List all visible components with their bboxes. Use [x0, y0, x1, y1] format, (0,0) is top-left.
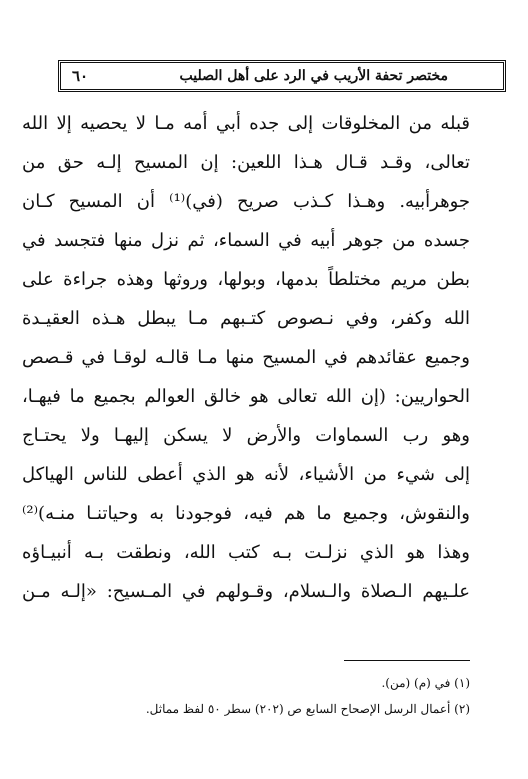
running-header-title: مختصر تحفة الأريب في الرد على أهل الصليب: [179, 68, 448, 84]
footnote-separator: [344, 660, 470, 661]
text-line: الحواريين: (إن الله تعالى هو خالق العوالم بجميع ما فيهـا،: [22, 386, 470, 407]
text-line: جسده من جوهر أبيه في السماء، ثم نزل منها فتجسد في: [22, 230, 470, 251]
main-text: [22, 104, 470, 611]
text-line: تعالى، وقـد قـال هـذا اللعين: إن المسيح إلـه حق من: [22, 152, 470, 173]
footnote: (١) في (م) (من).: [381, 676, 470, 690]
footnotes: [22, 670, 470, 722]
text-line: وجميع عقائدهم في المسيح منها مـا قالـه لوقـا في قـصص: [22, 347, 470, 368]
text-line: علـيهم الـصلاة والـسلام، وقـولهم في المـسيح: «إلـه مـن: [22, 581, 470, 602]
text-line: وهو رب السماوات والأرض لا يسكن إليهـا ولا يحتـاج: [22, 425, 470, 446]
text-line: بطن مريم مختلطاً بدمها، وبولها، وروثها وهذه جراءة على: [22, 269, 470, 290]
text-line: إلى شيء من الأشياء، لأنه هو الذي أعطى للناس الهياكل: [22, 464, 470, 485]
text-line: جوهرأبيه. وهـذا كـذب صريح (في)⁽¹⁾ أن المسيح كـان: [22, 191, 470, 212]
text-line: والنقوش، وجميع ما هم فيه، فوجودنا به وحياتنـا منـه)⁽²⁾: [22, 503, 470, 524]
footnote: (٢) أعمال الرسل الإصحاح السابع ص (٢٠٢) سطر ٥٠ لفظ مماثل.: [145, 702, 470, 716]
text-line: وهذا هو الذي نزلـت بـه كتب الله، ونطقت بـه أنبيـاؤه: [22, 542, 470, 563]
text-line: قبله من المخلوقات إلى جده أبي أمه مـا لا يحصيه إلا الله: [22, 113, 470, 134]
text-line: الله وكفر، وفي نـصوص كتـبهم مـا يبطل هـذه العقيـدة: [22, 308, 470, 329]
page-number: ٦٠: [72, 67, 89, 85]
